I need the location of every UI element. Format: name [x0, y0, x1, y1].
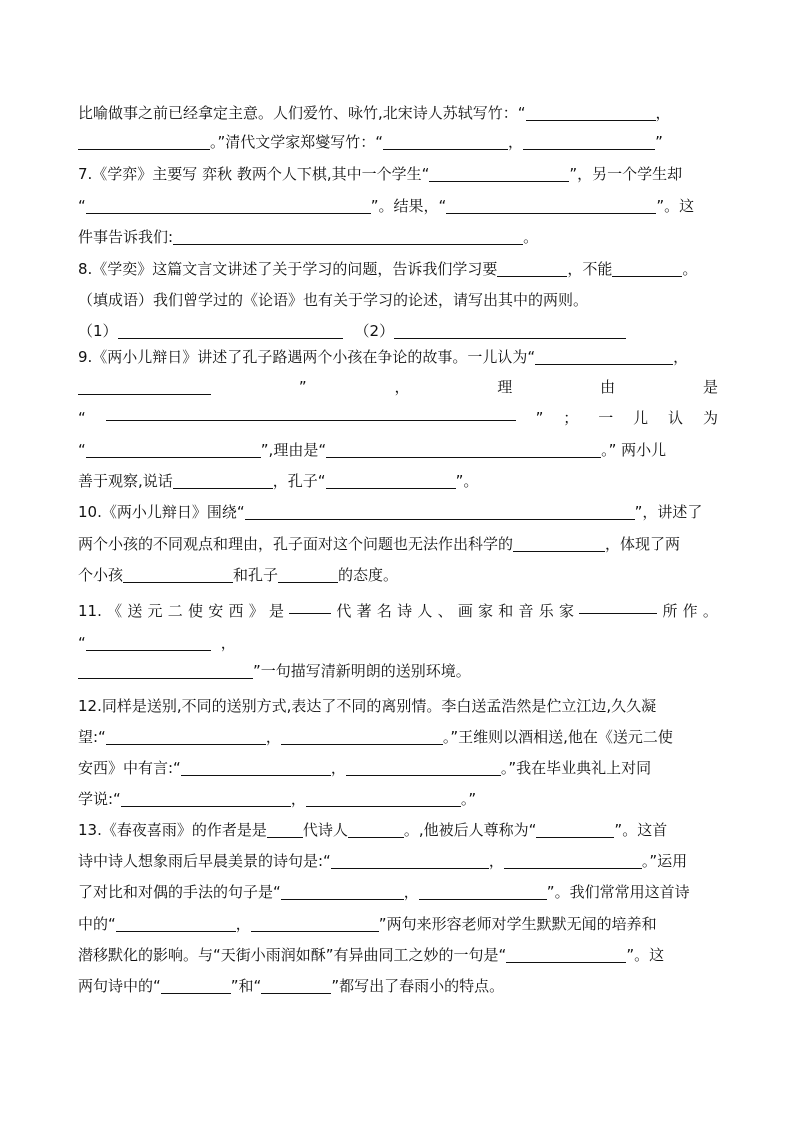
answer-blank[interactable]	[261, 976, 331, 994]
answer-blank[interactable]	[289, 596, 331, 614]
answer-blank[interactable]	[526, 103, 656, 121]
text-line: 安西》中有言:“ ， 。”我在毕业典礼上对同	[78, 759, 652, 777]
answer-blank[interactable]	[326, 471, 456, 489]
text-line: “ ”。结果，“ ”。这	[78, 197, 695, 215]
answer-blank[interactable]	[278, 565, 338, 583]
answer-blank[interactable]	[173, 227, 523, 245]
text-line: “ ” ； 一 儿 认 为	[78, 403, 718, 433]
answer-blank[interactable]	[78, 132, 210, 150]
question-7: 7.《学弈》主要写 弈秋 教两个人下棋,其中一个学生“ ”，另一个学生却	[78, 165, 683, 183]
answer-blank[interactable]	[612, 259, 682, 277]
answer-blank[interactable]	[394, 321, 626, 339]
answer-blank[interactable]	[251, 914, 379, 932]
question-10: 10.《两小儿辩日》围绕“ ”，讲述了	[78, 503, 703, 521]
answer-blank[interactable]	[504, 851, 642, 869]
answer-blank[interactable]	[161, 976, 231, 994]
answer-blank[interactable]	[383, 132, 508, 150]
text-line: 了对比和对偶的手法的句子是“ ， ”。我们常常用这首诗	[78, 883, 690, 901]
answer-blank[interactable]	[106, 403, 516, 421]
answer-blank[interactable]	[78, 377, 211, 395]
answer-blank[interactable]	[331, 851, 489, 869]
answer-blank[interactable]	[306, 789, 461, 807]
answer-blank[interactable]	[78, 661, 253, 679]
text-line: （1） （2）	[78, 316, 718, 346]
answer-blank[interactable]	[535, 347, 673, 365]
answer-blank[interactable]	[497, 259, 567, 277]
answer-blank[interactable]	[121, 789, 291, 807]
answer-blank[interactable]	[173, 471, 273, 489]
answer-blank[interactable]	[116, 914, 236, 932]
question-11: 11. 《 送 元 二 使 安 西 》 是 代 著 名 诗 人 、 画 家 和 音 乐 家 所 作 。	[78, 596, 718, 626]
answer-blank[interactable]	[118, 321, 343, 339]
answer-blank[interactable]	[348, 820, 404, 838]
answer-blank[interactable]	[419, 882, 547, 900]
question-8: 8.《学奕》这篇文言文讲述了关于学习的问题，告诉我们学习要 ，不能 。	[78, 260, 698, 278]
text-line: “ ”,理由是“ 。” 两小儿	[78, 441, 667, 459]
text-line: 学说:“ ， 。”	[78, 790, 477, 808]
answer-blank[interactable]	[281, 727, 443, 745]
text-line: 望:“ ， 。”王维则以酒相送,他在《送元二使	[78, 728, 673, 746]
text-line: 两个小孩的不同观点和理由，孔子面对这个问题也无法作出科学的 ，体现了两	[78, 535, 681, 553]
answer-blank[interactable]	[506, 945, 626, 963]
text-line: 诗中诗人想象雨后早晨美景的诗句是:“ ， 。”运用	[78, 852, 688, 870]
answer-blank[interactable]	[86, 633, 211, 651]
answer-blank[interactable]	[579, 596, 657, 614]
answer-blank[interactable]	[123, 565, 233, 583]
answer-blank[interactable]	[513, 534, 605, 552]
text-line: 善于观察,说话 ，孔子“ ”。	[78, 472, 479, 490]
question-13: 13.《春夜喜雨》的作者是是 代诗人 。,他被后人尊称为“ ”。这首	[78, 821, 668, 839]
question-12: 12.同样是送别,不同的送别方式,表达了不同的离别情。李白送孟浩然是伫立江边,久久凝	[78, 697, 657, 715]
text-line: 。”清代文学家郑燮写竹：“ ， ”	[78, 127, 718, 157]
answer-blank[interactable]	[326, 440, 601, 458]
answer-blank[interactable]	[106, 727, 266, 745]
question-9: 9.《两小儿辩日》讲述了孔子路遇两个小孩在争论的故事。一儿认为“ ，	[78, 348, 689, 366]
answer-blank[interactable]	[86, 196, 371, 214]
answer-blank[interactable]	[181, 758, 331, 776]
text-line: （填成语）我们曾学过的《论语》也有关于学习的论述，请写出其中的两则。	[78, 291, 589, 309]
answer-blank[interactable]	[523, 132, 655, 150]
text-line: 中的“ ， ”两句来形容老师对学生默默无闻的培养和	[78, 915, 657, 933]
answer-blank[interactable]	[86, 440, 261, 458]
text-line: “ ，	[78, 634, 236, 652]
answer-blank[interactable]	[429, 164, 569, 182]
answer-blank[interactable]	[536, 820, 614, 838]
text-line: 个小孩 和孔子 的态度。	[78, 566, 399, 584]
text-line: 潜移默化的影响。与“天街小雨润如酥”有异曲同工之妙的一句是“ ”。这	[78, 946, 665, 964]
text-line: 两句诗中的“ ”和“ ”都写出了春雨小的特点。	[78, 977, 505, 995]
text-line: 比喻做事之前已经拿定主意。人们爱竹、咏竹,北宋诗人苏轼写竹：“ ，	[78, 104, 671, 122]
text-line: ”一句描写清新明朗的送别环境。	[78, 656, 718, 686]
text-line: 件事告诉我们: 。	[78, 228, 539, 246]
text-line: ” ， 理 由 是	[78, 372, 718, 402]
answer-blank[interactable]	[267, 820, 303, 838]
answer-blank[interactable]	[346, 758, 501, 776]
answer-blank[interactable]	[446, 196, 656, 214]
answer-blank[interactable]	[281, 882, 404, 900]
answer-blank[interactable]	[245, 502, 635, 520]
